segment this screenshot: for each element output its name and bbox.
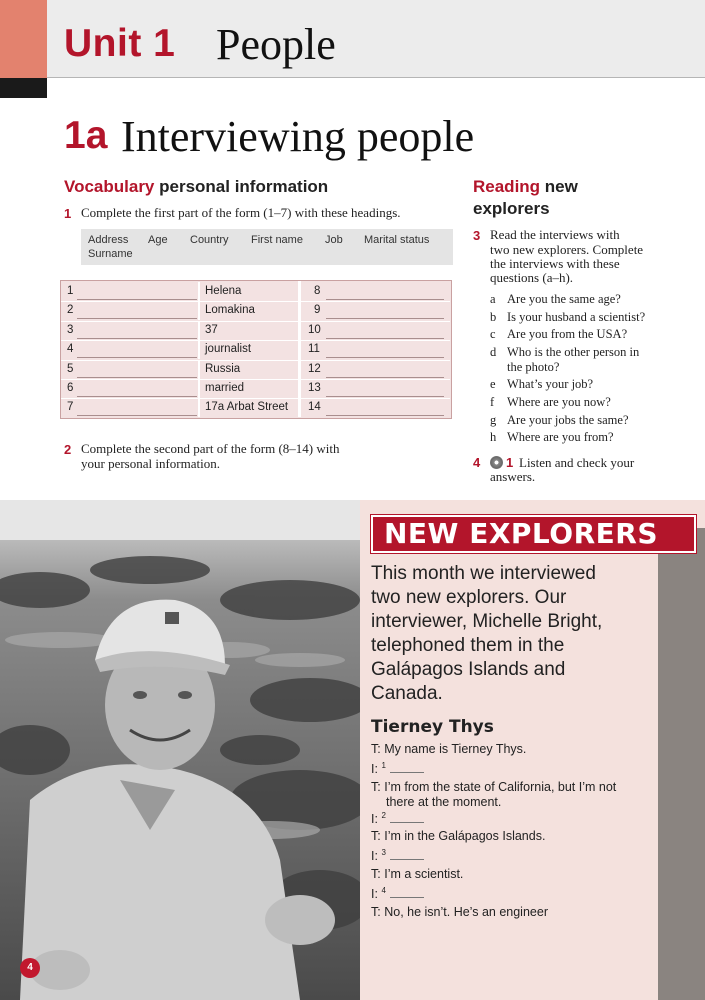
page-number: 4 bbox=[20, 958, 40, 978]
form-cell-divider bbox=[198, 398, 200, 417]
question-gap-number: 2 bbox=[381, 810, 386, 820]
cd-audio-icon bbox=[490, 456, 503, 469]
speaker-label: I: bbox=[371, 761, 378, 776]
question-letter: b bbox=[490, 309, 497, 324]
article-side-photo-strip bbox=[658, 528, 705, 1000]
form-cell-divider bbox=[198, 301, 200, 320]
form-row-value: Russia bbox=[205, 362, 241, 375]
intro-line: This month we interviewed bbox=[371, 563, 596, 584]
form-answer-line[interactable] bbox=[326, 357, 444, 358]
question-letter: g bbox=[490, 412, 497, 427]
form-row-divider bbox=[61, 340, 450, 341]
header-black-tab bbox=[0, 78, 47, 98]
form-row-number: 11 bbox=[308, 343, 320, 356]
interview-question-line bbox=[371, 848, 424, 863]
form-answer-line bbox=[77, 299, 197, 300]
form-row-divider bbox=[61, 301, 450, 302]
reading-heading-label: Reading bbox=[473, 177, 541, 196]
form-answer-line bbox=[77, 377, 197, 378]
form-cell-divider bbox=[198, 360, 200, 379]
form-row-value: Helena bbox=[205, 285, 242, 297]
vocabulary-heading-topic: personal information bbox=[159, 177, 329, 196]
article-banner-title: NEW EXPLORERS bbox=[384, 517, 658, 550]
form-row-divider bbox=[61, 398, 450, 399]
question-gap-blank[interactable] bbox=[390, 897, 424, 898]
interview-answer-line bbox=[371, 905, 548, 919]
form-row-number: 1 bbox=[67, 285, 74, 297]
form-row-value: journalist bbox=[205, 343, 252, 356]
exercise-3-line: two new explorers. Complete bbox=[490, 242, 644, 257]
interview-question-line bbox=[371, 761, 424, 776]
interview-text: No, he isn’t. He’s an engineer bbox=[384, 904, 548, 919]
exercise-3-number: 3 bbox=[473, 228, 481, 243]
intro-line: two new explorers. Our bbox=[371, 587, 567, 608]
form-answer-line[interactable] bbox=[326, 318, 444, 319]
question-letter: a bbox=[490, 292, 496, 306]
question-text: Where are you now? bbox=[507, 395, 611, 409]
reading-heading-line-2: explorers bbox=[473, 199, 550, 218]
question-gap-blank[interactable] bbox=[390, 822, 424, 823]
form-answer-line bbox=[77, 338, 197, 339]
exercise-2-number: 2 bbox=[64, 442, 72, 457]
interview-text: I’m from the state of California, but I’m not bbox=[384, 779, 617, 794]
explorer-photo bbox=[0, 500, 360, 1000]
form-row-number: 2 bbox=[67, 304, 74, 317]
question-text: Who is the other person in bbox=[507, 345, 640, 360]
lesson-title: Interviewing people bbox=[121, 112, 475, 161]
explorer-photo-illustration bbox=[0, 500, 360, 1000]
form-answer-line bbox=[77, 318, 197, 319]
speaker-label: I: bbox=[371, 849, 378, 864]
form-row-number: 6 bbox=[67, 382, 74, 394]
heading-word: Surname bbox=[88, 248, 133, 260]
exercise-4-number: 4 bbox=[473, 455, 481, 470]
heading-word: Country bbox=[190, 234, 229, 246]
form-answer-line bbox=[77, 357, 197, 358]
question-gap-number: 4 bbox=[381, 885, 386, 895]
interview-question-line bbox=[371, 811, 424, 826]
form-row-number: 5 bbox=[67, 362, 74, 375]
interview-subheading: Tierney Thys bbox=[371, 717, 494, 737]
unit-number: Unit 1 bbox=[64, 22, 176, 65]
heading-word: Age bbox=[148, 234, 168, 246]
heading-word: Marital status bbox=[364, 234, 430, 246]
question-letter: d bbox=[490, 345, 497, 360]
question-gap-number: 1 bbox=[381, 760, 386, 770]
exercise-4-line-1: Listen and check your bbox=[519, 455, 635, 470]
question-letter: e bbox=[490, 377, 496, 392]
exercise-4-line-2: answers. bbox=[490, 469, 536, 484]
form-row-number: 4 bbox=[67, 343, 74, 356]
form-cell-divider bbox=[198, 282, 200, 301]
speaker-label: T: bbox=[371, 904, 381, 919]
form-row-value: 37 bbox=[205, 323, 218, 336]
speaker-label: I: bbox=[371, 811, 378, 826]
exercise-2-text-line-2: your personal information. bbox=[81, 456, 220, 471]
headings-box bbox=[81, 229, 453, 265]
form-row-number: 12 bbox=[308, 362, 321, 375]
form-row-number: 3 bbox=[67, 323, 74, 336]
intro-line: interviewer, Michelle Bright, bbox=[371, 611, 603, 632]
exercise-3-line: Read the interviews with bbox=[490, 227, 620, 242]
form-row-number: 14 bbox=[308, 401, 321, 414]
form-answer-line bbox=[77, 415, 197, 416]
form-answer-line[interactable] bbox=[326, 338, 444, 339]
question-gap-blank[interactable] bbox=[390, 772, 424, 773]
interview-answer-line bbox=[371, 867, 463, 881]
interview-question-line bbox=[371, 886, 424, 901]
interview-answer-line bbox=[371, 780, 616, 794]
form-cell-divider bbox=[198, 321, 200, 340]
article-intro bbox=[371, 562, 651, 706]
speaker-label: T: bbox=[371, 779, 381, 794]
form-row-value: 17a Arbat Street bbox=[205, 401, 289, 414]
unit-title: People bbox=[216, 20, 336, 69]
question-text: Is your husband a scientist? bbox=[507, 309, 646, 324]
intro-line: Canada. bbox=[371, 683, 443, 704]
interview-answer-line bbox=[386, 795, 501, 809]
question-text: the photo? bbox=[507, 359, 560, 374]
form-row-number: 9 bbox=[314, 304, 321, 317]
question-letter: f bbox=[490, 395, 495, 409]
speaker-label: T: bbox=[371, 829, 381, 844]
question-text: Where are you from? bbox=[507, 430, 614, 445]
form-row-number: 10 bbox=[308, 323, 321, 336]
exercise-2-text-line-1: Complete the second part of the form (8–14) with bbox=[81, 441, 340, 456]
form-answer-line[interactable] bbox=[326, 299, 444, 300]
form-row-divider bbox=[61, 321, 450, 322]
heading-word: Address bbox=[88, 234, 129, 246]
intro-line: telephoned them in the bbox=[371, 635, 565, 656]
interview-text: I’m in the Galápagos Islands. bbox=[384, 829, 546, 844]
question-text: Are you the same age? bbox=[507, 292, 621, 306]
exercise-3-line: the interviews with these bbox=[490, 256, 620, 271]
interview-answer-line bbox=[371, 829, 545, 843]
interview-answer-line bbox=[371, 742, 526, 756]
heading-word: First name bbox=[251, 234, 303, 246]
question-text: Are you from the USA? bbox=[507, 327, 628, 342]
intro-line: Galápagos Islands and bbox=[371, 659, 566, 680]
form-answer-line[interactable] bbox=[326, 415, 444, 416]
exercise-3-line: questions (a–h). bbox=[490, 270, 574, 285]
speaker-label: T: bbox=[371, 867, 381, 881]
form-answer-line[interactable] bbox=[326, 396, 444, 397]
form-cell-divider bbox=[198, 340, 200, 359]
question-text: What’s your job? bbox=[507, 377, 594, 392]
reading-heading bbox=[473, 176, 578, 198]
question-letter: h bbox=[490, 430, 497, 445]
form-row-number: 7 bbox=[67, 401, 74, 414]
form-row-number: 13 bbox=[308, 382, 321, 394]
reading-heading-topic-1: new bbox=[544, 177, 578, 196]
vocabulary-heading bbox=[64, 176, 328, 198]
audio-track-number: 1 bbox=[506, 455, 514, 470]
question-text: Are your jobs the same? bbox=[507, 412, 629, 427]
form-cell-divider bbox=[198, 379, 200, 398]
speaker-label: T: bbox=[371, 742, 381, 756]
form-row-number: 8 bbox=[314, 285, 321, 297]
interview-text: I’m a scientist. bbox=[384, 867, 464, 881]
form-row-value: Lomakina bbox=[205, 304, 255, 317]
form-answer-line[interactable] bbox=[326, 377, 444, 378]
question-gap-blank[interactable] bbox=[390, 859, 424, 860]
lesson-number: 1a bbox=[64, 114, 108, 157]
exercise-1-text: Complete the first part of the form (1–7) with these headings. bbox=[81, 205, 401, 220]
question-gap-number: 3 bbox=[381, 848, 386, 858]
speaker-label: I: bbox=[371, 886, 378, 901]
form-row-divider bbox=[61, 379, 450, 380]
header-accent-block bbox=[0, 0, 47, 78]
form-row-divider bbox=[61, 360, 450, 361]
heading-word: Job bbox=[325, 234, 343, 246]
form-row-value: married bbox=[205, 382, 244, 394]
question-letter: c bbox=[490, 327, 496, 342]
vocabulary-heading-label: Vocabulary bbox=[64, 177, 155, 196]
personal-info-form bbox=[60, 280, 452, 419]
interview-text: there at the moment. bbox=[386, 795, 502, 810]
exercise-1-number: 1 bbox=[64, 206, 72, 221]
interview-text: My name is Tierney Thys. bbox=[384, 742, 527, 756]
form-answer-line bbox=[77, 396, 197, 397]
